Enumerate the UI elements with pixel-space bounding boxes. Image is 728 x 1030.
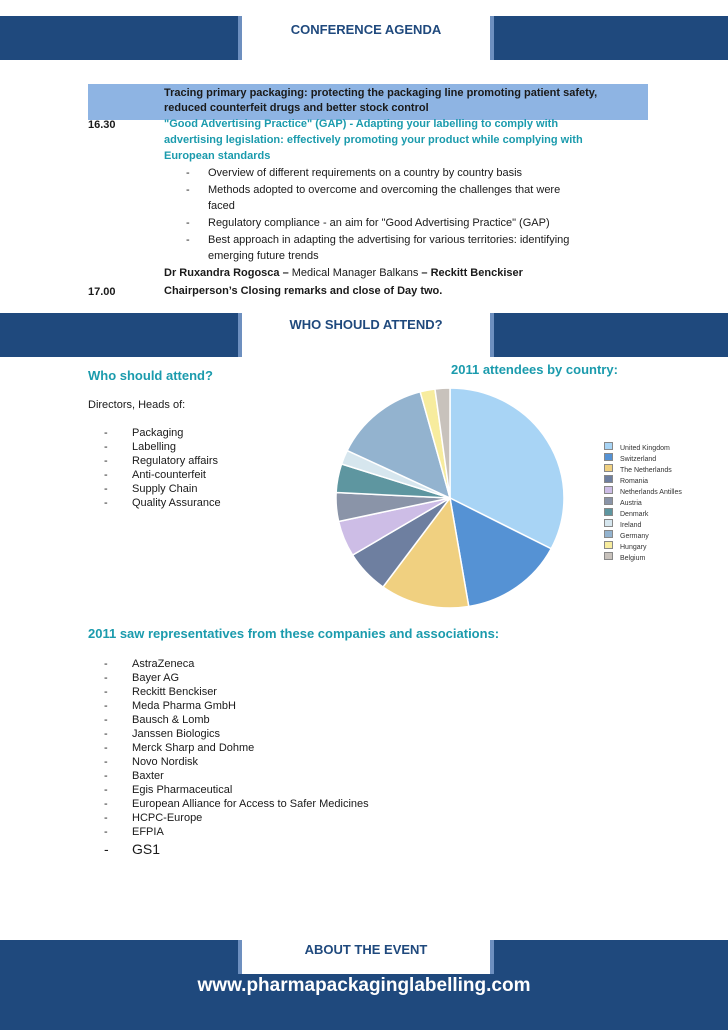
legend-label: Switzerland [620, 456, 657, 463]
agenda-banner [0, 16, 728, 60]
legend-swatch [604, 475, 613, 483]
legend-label: United Kingdom [620, 445, 670, 452]
attendees-pie-chart [330, 384, 570, 616]
website-url[interactable]: www.pharmapackaginglabelling.com [197, 975, 531, 996]
speaker-line [164, 266, 523, 281]
legend-swatch [604, 530, 613, 538]
legend-label: Romania [620, 478, 649, 485]
legend-swatch [604, 464, 613, 472]
legend-label: Netherlands Antilles [620, 489, 682, 496]
legend-swatch [604, 552, 613, 560]
speaker-company: – Reckitt Benckiser [421, 267, 523, 279]
legend-swatch [604, 453, 613, 461]
companies-heading: 2011 saw representatives from these companies and associations: [88, 626, 500, 641]
legend-swatch [604, 442, 613, 450]
agenda-head-line-2: reduced counterfeit drugs and better stock control [164, 102, 429, 114]
session-1-time: 16.30 [88, 119, 116, 131]
speaker-name: Dr Ruxandra Rogosca – [164, 267, 292, 279]
session-1-title-l1: "Good Advertising Practice" (GAP) - Adapting your labelling to comply with [164, 118, 559, 130]
legend-label: The Netherlands [620, 467, 672, 474]
legend-swatch [604, 497, 613, 505]
legend-label: Belgium [620, 555, 646, 562]
who-should-attend-heading: Who should attend? [88, 368, 213, 383]
session-2-title: Chairperson’s Closing remarks and close of Day two. [164, 285, 443, 297]
attend-intro: Directors, Heads of: [88, 399, 186, 411]
legend-label: Ireland [620, 522, 642, 529]
attend-banner-title: WHO SHOULD ATTEND? [289, 317, 443, 332]
about-banner-title: ABOUT THE EVENT [304, 942, 428, 957]
legend-label: Germany [620, 533, 649, 540]
legend-label: Denmark [620, 511, 649, 518]
legend-swatch [604, 508, 613, 516]
agenda-head-line-1: Tracing primary packaging: protecting the packaging line promoting patient safety, [164, 87, 598, 99]
legend-label: Hungary [620, 544, 647, 551]
agenda-banner-title: CONFERENCE AGENDA [290, 22, 442, 37]
session-1-title-l3: European standards [164, 150, 271, 162]
session-1-title-l2: advertising legislation: effectively promoting your product while complying with [164, 134, 583, 146]
legend-swatch [604, 486, 613, 494]
speaker-role: Medical Manager Balkans [291, 267, 422, 279]
session-2-time: 17.00 [88, 286, 116, 298]
legend-label: Austria [620, 500, 642, 507]
chart-title: 2011 attendees by country: [451, 362, 618, 377]
legend-swatch [604, 519, 613, 527]
attend-banner [0, 313, 728, 357]
legend-swatch [604, 541, 613, 549]
